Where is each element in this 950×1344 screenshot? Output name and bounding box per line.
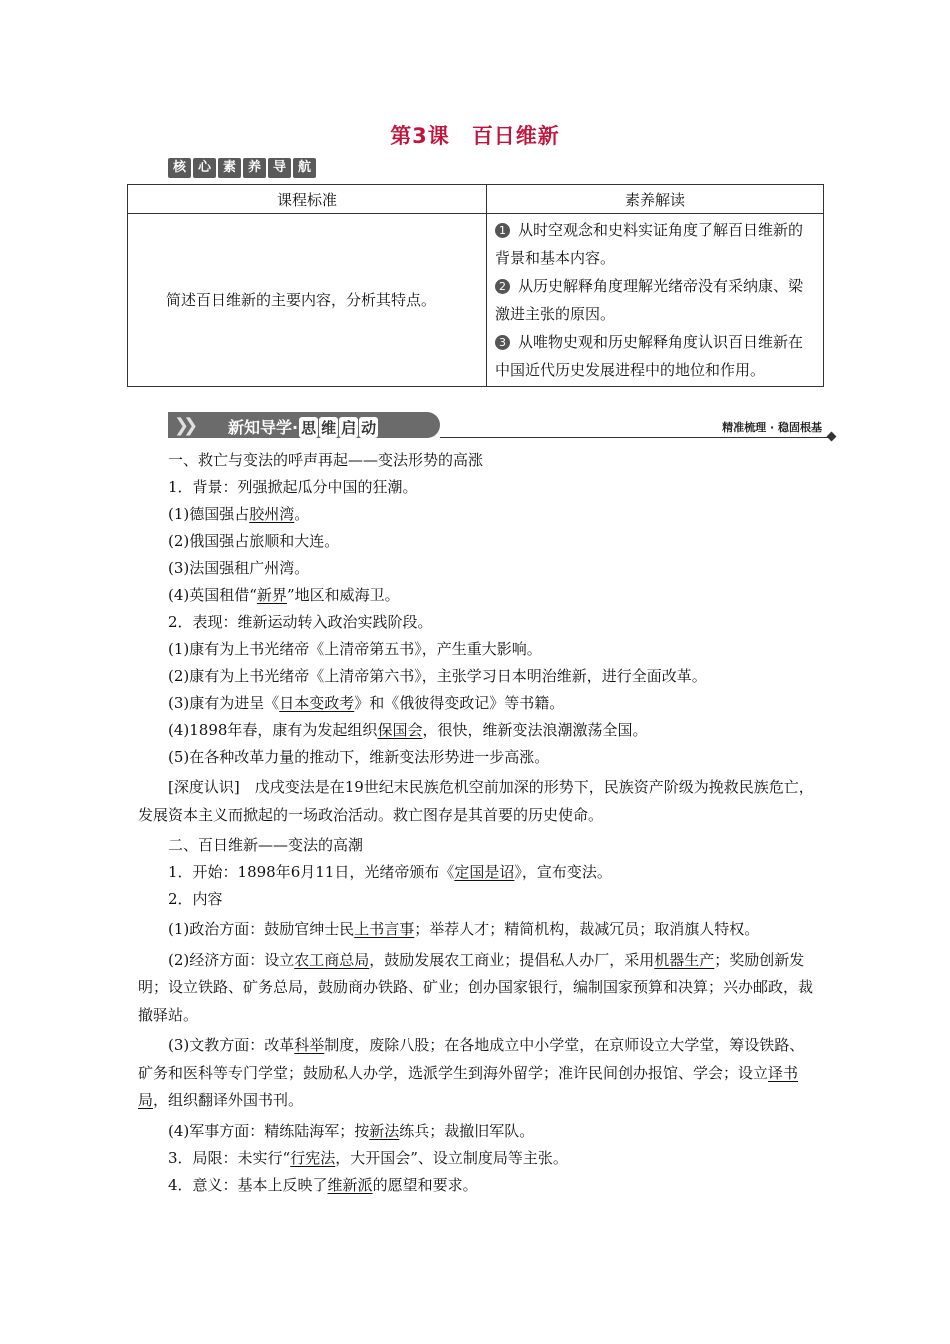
lesson-name: 百日维新	[471, 124, 560, 148]
section-heading: 二、百日维新——变法的高潮	[168, 836, 364, 854]
military-reform: (4)军事方面：精练陆海军；按新法练兵；裁撤旧军队。	[168, 1121, 535, 1140]
page-title	[0, 120, 950, 150]
header-literacy-interpretation: 素养解读	[487, 185, 824, 214]
item-start: 1．开始：1898年6月11日，光绪帝颁布《定国是诏》，宣布变法。	[168, 863, 612, 881]
number-badge-icon: 1	[495, 223, 510, 238]
economic-reform: (2)经济方面：设立农工商总局，鼓励发展农工商业；提倡私人办厂，采用机器生产；奖励创新发明；设立铁路、矿务总局，鼓励商办铁路、矿业；创办国家银行，编制国家预算和决算；兴办邮政，裁撤驿站。	[138, 950, 814, 1024]
literacy-item: 3 从唯物史观和历史解释角度认识百日维新在中国近代历史发展进程中的地位和作用。	[495, 333, 804, 379]
standards-table	[127, 184, 824, 387]
item-limitation: 3．局限：未实行“行宪法，大开国会”、设立制度局等主张。	[168, 1148, 568, 1167]
number-badge-icon: 3	[495, 335, 510, 350]
education-reform: (3)文教方面：改革科举制度，废除八股；在各地成立中小学堂，在京师设立大学堂，筹设铁路、矿务和医科等专门学堂；鼓励私人办学，选派学生到海外留学；准许民间创办报馆、学会；设立译书局，组织翻译外国书刊。	[138, 1036, 805, 1109]
core-tag-char: 心	[193, 158, 216, 178]
list-item: (5)在各种改革力量的推动下，维新变法形势进一步高涨。	[168, 748, 550, 766]
banner-title: 新知导学· 思 维 启 动	[228, 418, 377, 437]
core-tag-char: 养	[243, 158, 266, 178]
content-body	[138, 447, 818, 1199]
banner-rule	[440, 437, 832, 438]
course-standard-text: 简述百日维新的主要内容，分析其特点。	[166, 291, 437, 309]
literacy-item: 2 从历史解释角度理解光绪帝没有采纳康、梁激进主张的原因。	[495, 277, 804, 323]
list-item: (4)英国租借“新界”地区和威海卫。	[168, 586, 400, 604]
list-item: (4)1898年春，康有为发起组织保国会，很快，维新变法浪潮激荡全国。	[168, 721, 648, 739]
banner-subtitle: 精准梳理 · 稳固根基	[722, 421, 822, 434]
list-item: (3)康有为进呈《日本变政考》和《俄彼得变政记》等书籍。	[168, 694, 565, 712]
list-item: (3)法国强租广州湾。	[168, 559, 310, 577]
item-background: 1．背景：列强掀起瓜分中国的狂潮。	[168, 478, 418, 496]
item-performance: 2．表现：维新运动转入政治实践阶段。	[168, 613, 433, 631]
section-heading: 一、救亡与变法的呼声再起——变法形势的高涨	[168, 451, 484, 469]
double-chevron-icon: ❯❯	[174, 415, 193, 436]
section-banner	[168, 412, 840, 438]
header-course-standard: 课程标准	[128, 185, 487, 214]
core-tag-char: 航	[293, 158, 316, 178]
number-badge-icon: 2	[495, 279, 510, 294]
core-tag-char: 导	[268, 158, 291, 178]
literacy-item: 1 从时空观念和史料实证角度了解百日维新的背景和基本内容。	[495, 221, 804, 267]
core-tag-char: 素	[218, 158, 241, 178]
core-literacy-tag	[168, 158, 316, 178]
list-item: (2)康有为上书光绪帝《上清帝第六书》，主张学习日本明治维新，进行全面改革。	[168, 667, 707, 685]
lesson-number: 第3课	[390, 124, 450, 148]
diamond-icon	[827, 432, 837, 442]
core-tag-char: 核	[168, 158, 191, 178]
list-item: (2)俄国强占旅顺和大连。	[168, 532, 340, 550]
literacy-cell	[487, 214, 824, 387]
item-significance: 4．意义：基本上反映了维新派的愿望和要求。	[168, 1175, 478, 1194]
course-standard-cell	[128, 214, 487, 387]
deep-understanding: [深度认识] 戊戌变法是在19世纪末民族危机空前加深的形势下，民族资产阶级为挽救民族危亡，发展资本主义而掀起的一场政治活动。救亡图存是其首要的历史使命。	[138, 778, 814, 824]
political-reform: (1)政治方面：鼓励官绅士民上书言事；举荐人才；精简机构，裁减冗员；取消旗人特权。	[168, 920, 760, 938]
item-content: 2．内容	[168, 890, 223, 908]
list-item: (1)康有为上书光绪帝《上清帝第五书》，产生重大影响。	[168, 640, 542, 658]
list-item: (1)德国强占胶州湾。	[168, 505, 310, 523]
